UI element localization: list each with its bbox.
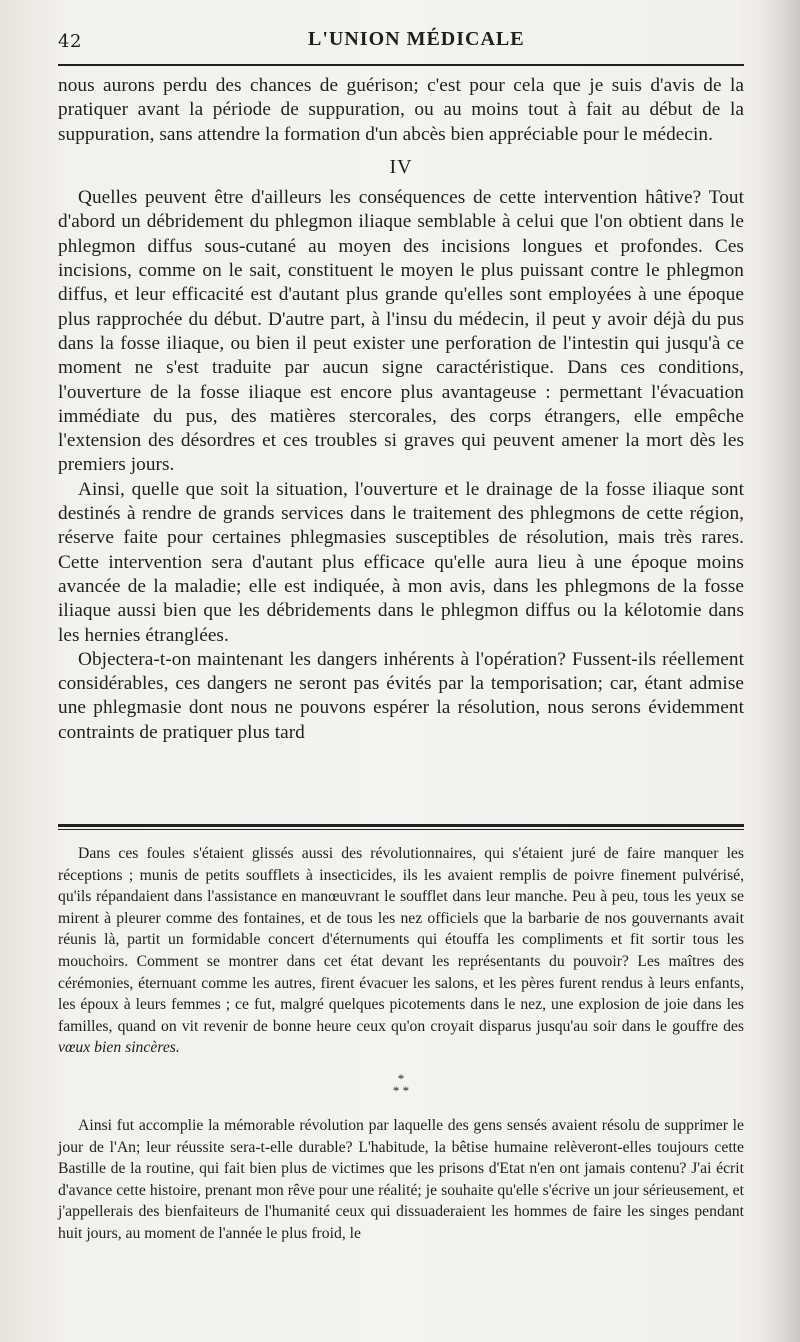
asterism-bottom: * * xyxy=(392,1082,410,1098)
feuilleton-section xyxy=(58,843,744,1245)
feuilleton-paragraph-2: Ainsi fut accomplie la mémorable révolution par laquelle des gens sensés avaient résolu de supprimer le jour de l'An; leur réussite sera-t-elle durable? L'habitude, la bêtise humaine relèveront-elles toujours cette Bastille de la routine, qui fait bien plus de victimes que les prisons d'Etat n'en ont jamais contenu? J'ai écrit d'avance cette histoire, prenant mon rêve pour une réalité; je souhaite qu'elle s'écrive un jour sérieusement, et j'appellerais des bienfaiteurs de l'humanité ceux qui dissuaderaient les hommes de faire les singes pendant huit jours, au moment de l'année le plus froid, le xyxy=(58,1116,744,1242)
article-paragraph-2: Quelles peuvent être d'ailleurs les conséquences de cette intervention hâtive? Tout d'abord un débridement du phlegmon iliaque semblable à celui que l'on obtient dans le phlegmon diffus sous-cutané au moyen des incisions longues et profondes. Ces incisions, comme on le sait, constituent le moyen le plus puissant contre le phlegmon diffus, et leur efficacité est d'autant plus grande qu'elles sont employées à une époque plus rapprochée du début. D'autre part, à l'insu du médecin, il peut y avoir déjà du pus dans la fosse iliaque, ou bien il peut exister une perforation de l'intestin qui jusqu'à ce moment ne s'est traduite par aucun signe caractéristique. Dans ces conditions, l'ouverture de la fosse iliaque est encore plus avantageuse : permettant l'évacuation immédiate du pus, des matières stercorales, des corps étrangers, elle empêche l'extension des désordres et ces troubles si graves qui peuvent amener la mort dès les premiers jours. xyxy=(58,187,744,476)
section-heading: IV xyxy=(389,155,413,178)
article-paragraph-4: Objectera-t-on maintenant les dangers inhérents à l'opération? Fussent-ils réellement considérables, ces dangers ne seront pas évités par la temporisation; car, étant admise une phlegmasie dont nous ne pouvons espérer la résolution, nous serons évidemment contraints de pratiquer plus tard xyxy=(58,648,744,743)
asterism-top: * xyxy=(397,1070,405,1086)
article-paragraph-3: Ainsi, quelle que soit la situation, l'ouverture et le drainage de la fosse iliaque sont destinés à rendre de grands services dans le traitement des phlegmons de cette région, réserve faite pour certaines phlegmasies susceptibles de résolution, mais très rares. Cette intervention sera d'autant plus efficace qu'elle aura lieu à une époque moins avancée de la maladie; elle est indiquée, à mon avis, dans les phlegmons de la fosse iliaque aussi bien que les débridements dans le phlegmon diffus ou la kélotomie dans les hernies étranglées. xyxy=(58,478,744,646)
article-paragraph-1: nous aurons perdu des chances de guérison; c'est pour cela que je suis d'avis de la pratiquer avant la période de suppuration, ou au moins tout à fait au début de la suppuration, sans attendre la formation d'un abcès bien appréciable pour le médecin. xyxy=(58,75,744,145)
feuilleton-separator xyxy=(58,824,744,832)
separator-thick-line xyxy=(58,824,744,827)
running-title: L'UNION MÉDICALE xyxy=(308,28,525,50)
feuilleton-italic-phrase: vœux bien sincères. xyxy=(58,1039,180,1057)
separator-thin-line xyxy=(58,829,744,830)
feuilleton-paragraph-1 xyxy=(58,843,744,1059)
page-header xyxy=(58,26,744,56)
page-edge-shadow xyxy=(762,0,800,1342)
header-rule xyxy=(58,64,744,66)
feuilleton-paragraph-1-text: Dans ces foules s'étaient glissés aussi des révolutionnaires, qui s'étaient juré de faire manquer les réceptions ; munis de petits soufflets à insecticides, ils les avaient remplis de poivre finement pulvérisé, qu'ils répandaient dans l'assistance en manœuvrant le soufflet dans leur manche. Peu à peu, tous les yeux se mirent à pleurer comme des fontaines, et de tous les nez officiels que la barbarie de nos gouvernants avait réunis là, partit un formidable concert d'éternuments qui étouffa les compliments et fit sortir tous les mouchoirs. Comment se montrer dans cet état devant les représentants du pouvoir? Les maîtres des cérémonies, éternuant comme les autres, firent évacuer les salons, et les pères furent rendus à leurs enfants, les époux à leurs femmes ; ce fut, malgré quelques picotements dans le nez, une explosion de joie dans les familles, quand on vit revenir de bonne heure ceux qu'on croyait disparus jusqu'au soir dans le gouffre des xyxy=(58,845,744,1035)
asterism xyxy=(58,1070,744,1098)
page-number: 42 xyxy=(58,31,82,52)
main-article xyxy=(58,74,744,745)
